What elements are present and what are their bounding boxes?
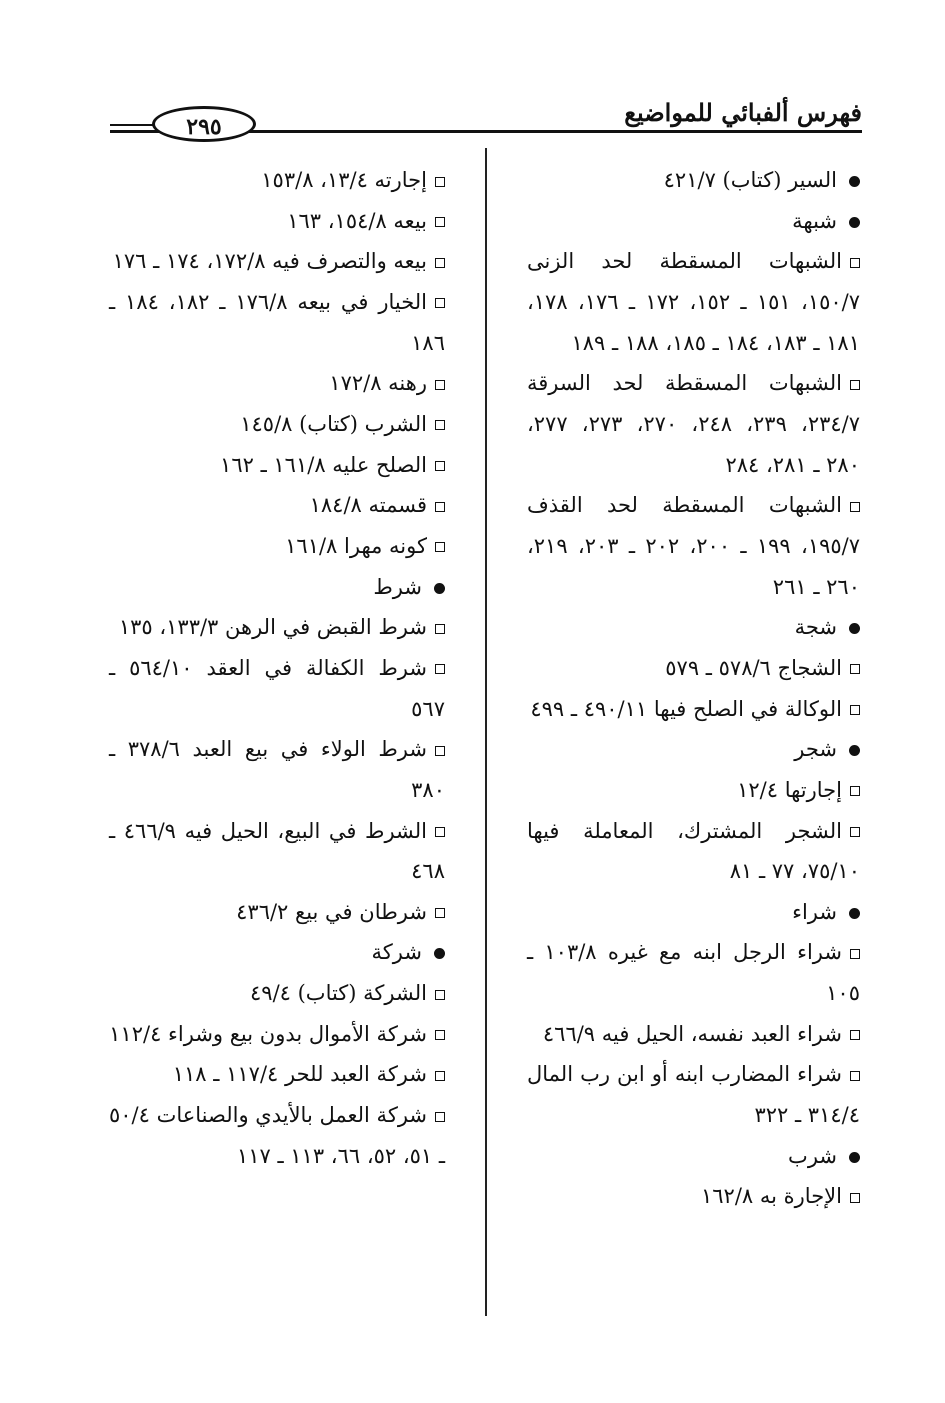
entry-text: شراء: [792, 899, 837, 924]
square-bullet-icon: [850, 705, 860, 715]
entry-text: شرط: [373, 574, 422, 599]
page-number: ٢٩٥: [152, 106, 256, 142]
entry-text: شجر: [794, 737, 837, 762]
square-bullet-icon: [435, 542, 445, 552]
index-subentry: [527, 689, 860, 730]
index-subentry: [527, 648, 860, 689]
entry-text: شرط الكفالة في العقد ٥٦٤/١٠ ـ ٥٦٧: [109, 655, 445, 721]
index-subentry: [109, 160, 445, 201]
bullet-icon: [849, 623, 860, 634]
entry-text: السير (كتاب) ٤٢١/٧: [663, 168, 837, 192]
index-subentry: [527, 363, 860, 485]
entry-text: الشجر المشترك، المعاملة فيها ٧٥/١٠، ٧٧ ـ ٨١: [527, 818, 860, 884]
square-bullet-icon: [435, 1112, 445, 1122]
index-subentry: [527, 811, 860, 892]
index-subentry: [109, 404, 445, 445]
index-topic: [109, 567, 445, 608]
index-subentry: [109, 973, 445, 1014]
square-bullet-icon: [850, 258, 860, 268]
entry-text: بيعه والتصرف فيه ١٧٢/٨، ١٧٤ ـ ١٧٦: [112, 249, 427, 274]
entry-text: شرط الولاء في بيع العبد ٣٧٨/٦ ـ ٣٨٠: [109, 737, 445, 802]
index-subentry: [109, 445, 445, 486]
bullet-icon: [849, 176, 860, 187]
bullet-icon: [849, 908, 860, 919]
square-bullet-icon: [435, 177, 445, 187]
index-topic: [527, 1136, 860, 1177]
square-bullet-icon: [850, 380, 860, 390]
entry-text: شجة: [794, 615, 837, 640]
entry-text: بيعه ١٥٤/٨، ١٦٣: [287, 208, 427, 233]
entry-text: رهنه ١٧٢/٨: [329, 371, 427, 396]
index-subentry: [109, 1054, 445, 1095]
bullet-icon: [849, 217, 860, 228]
index-subentry: [109, 485, 445, 526]
index-subentry: [109, 1014, 445, 1055]
index-subentry: [527, 932, 860, 1013]
entry-text: شركة العبد للحر ١١٧/٤ ـ ١١٨: [172, 1062, 427, 1087]
entry-text: شركة: [371, 940, 422, 965]
entry-text: إجارته ١٣/٤، ١٥٣/٨: [261, 168, 427, 192]
square-bullet-icon: [435, 461, 445, 471]
index-subentry: [527, 1014, 860, 1055]
index-column-left: [109, 160, 445, 1176]
entry-text: الوكالة في الصلح فيها ٤٩٠/١١ ـ ٤٩٩: [530, 696, 842, 721]
entry-text: شركة العمل بالأيدي والصناعات ٥٠/٤ ـ ٥١، ٥٢، ٦٦، ١١٣ ـ ١١٧: [108, 1103, 445, 1168]
entry-text: الإجارة به ١٦٢/٨: [701, 1184, 842, 1209]
square-bullet-icon: [435, 827, 445, 837]
entry-text: كونه مهرا ١٦١/٨: [285, 533, 427, 558]
square-bullet-icon: [435, 420, 445, 430]
bullet-icon: [849, 1152, 860, 1163]
entry-text: الشبهات المسقطة لحد الزنى ١٥٠/٧، ١٥١ ـ ١٥٢، ١٧٢ ـ ١٧٦، ١٧٨، ١٨١ ـ ١٨٣، ١٨٤ ـ ١٨٥، ١٨٨ ـ ١٨٩: [527, 249, 861, 355]
entry-text: شبهة: [792, 208, 837, 233]
square-bullet-icon: [850, 827, 860, 837]
entry-text: الشبهات المسقطة لحد القذف ١٩٥/٧، ١٩٩ ـ ٢٠٠، ٢٠٢ ـ ٢٠٣، ٢١٩، ٢٦٠ ـ ٢٦١: [527, 493, 861, 599]
square-bullet-icon: [435, 908, 445, 918]
index-subentry: [109, 607, 445, 648]
index-subentry: [527, 1054, 860, 1135]
entry-text: شراء الرجل ابنه مع غيره ١٠٣/٨ ـ ١٠٥: [527, 940, 860, 1006]
entry-text: الشرب (كتاب) ١٤٥/٨: [240, 411, 427, 436]
square-bullet-icon: [435, 217, 445, 227]
square-bullet-icon: [435, 502, 445, 512]
index-topic: [527, 729, 860, 770]
entry-text: شرب: [788, 1143, 837, 1168]
entry-text: الشجاج ٥٧٨/٦ ـ ٥٧٩: [665, 655, 842, 680]
index-subentry: [527, 1176, 860, 1217]
index-subentry: [527, 241, 860, 363]
square-bullet-icon: [850, 949, 860, 959]
entry-text: شرط القبض في الرهن ١٣٣/٣، ١٣٥: [118, 615, 427, 640]
entry-text: الشرط في البيع، الحيل فيه ٤٦٦/٩ ـ ٤٦٨: [109, 818, 445, 884]
index-subentry: [109, 811, 445, 892]
square-bullet-icon: [850, 786, 860, 796]
entry-text: الصلح عليه ١٦١/٨ ـ ١٦٢: [220, 452, 427, 477]
entry-text: شراء المضارب ابنه أو ابن رب المال ٣١٤/٤ ـ ٣٢٢: [527, 1062, 860, 1128]
index-subentry: [527, 485, 860, 607]
index-subentry: [109, 241, 445, 282]
index-topic: [527, 201, 860, 242]
square-bullet-icon: [850, 1030, 860, 1040]
entry-text: الشركة (كتاب) ٤٩/٤: [250, 981, 427, 1006]
index-subentry: [109, 729, 445, 810]
index-topic: [527, 160, 860, 201]
index-subentry: [109, 526, 445, 567]
index-column-right: [527, 160, 860, 1217]
index-topic: [527, 607, 860, 648]
index-subentry: [109, 201, 445, 242]
index-subentry: [109, 282, 445, 363]
entry-text: شرطان في بيع ٤٣٦/٢: [236, 899, 427, 924]
entry-text: قسمته ١٨٤/٨: [309, 493, 427, 518]
entry-text: الشبهات المسقطة لحد السرقة ٢٣٤/٧، ٢٣٩، ٢٤٨، ٢٧٠، ٢٧٣، ٢٧٧، ٢٨٠ ـ ٢٨١، ٢٨٤: [527, 371, 861, 477]
square-bullet-icon: [435, 1030, 445, 1040]
index-subentry: [109, 648, 445, 729]
square-bullet-icon: [435, 1071, 445, 1081]
bullet-icon: [434, 583, 445, 594]
square-bullet-icon: [435, 664, 445, 674]
square-bullet-icon: [850, 664, 860, 674]
bullet-icon: [434, 948, 445, 959]
entry-text: الخيار في بيعه ١٧٦/٨ ـ ١٨٢، ١٨٤ ـ ١٨٦: [109, 289, 445, 355]
index-topic: [527, 892, 860, 933]
square-bullet-icon: [435, 746, 445, 756]
index-subentry: [527, 770, 860, 811]
page-header: [110, 90, 862, 140]
bullet-icon: [849, 745, 860, 756]
square-bullet-icon: [435, 298, 445, 308]
index-topic: [109, 932, 445, 973]
square-bullet-icon: [435, 380, 445, 390]
entry-text: شركة الأموال بدون بيع وشراء ١١٢/٤: [109, 1021, 427, 1046]
page-title: فهرس ألفبائي للمواضيع: [624, 98, 862, 127]
square-bullet-icon: [850, 1193, 860, 1203]
index-subentry: [109, 1095, 445, 1176]
square-bullet-icon: [850, 502, 860, 512]
column-divider: [485, 148, 487, 1316]
square-bullet-icon: [435, 990, 445, 1000]
square-bullet-icon: [435, 624, 445, 634]
index-subentry: [109, 892, 445, 933]
square-bullet-icon: [850, 1071, 860, 1081]
entry-text: إجارتها ١٢/٤: [737, 777, 842, 802]
index-subentry: [109, 363, 445, 404]
entry-text: شراء العبد نفسه، الحيل فيه ٤٦٦/٩: [542, 1021, 842, 1046]
square-bullet-icon: [435, 258, 445, 268]
